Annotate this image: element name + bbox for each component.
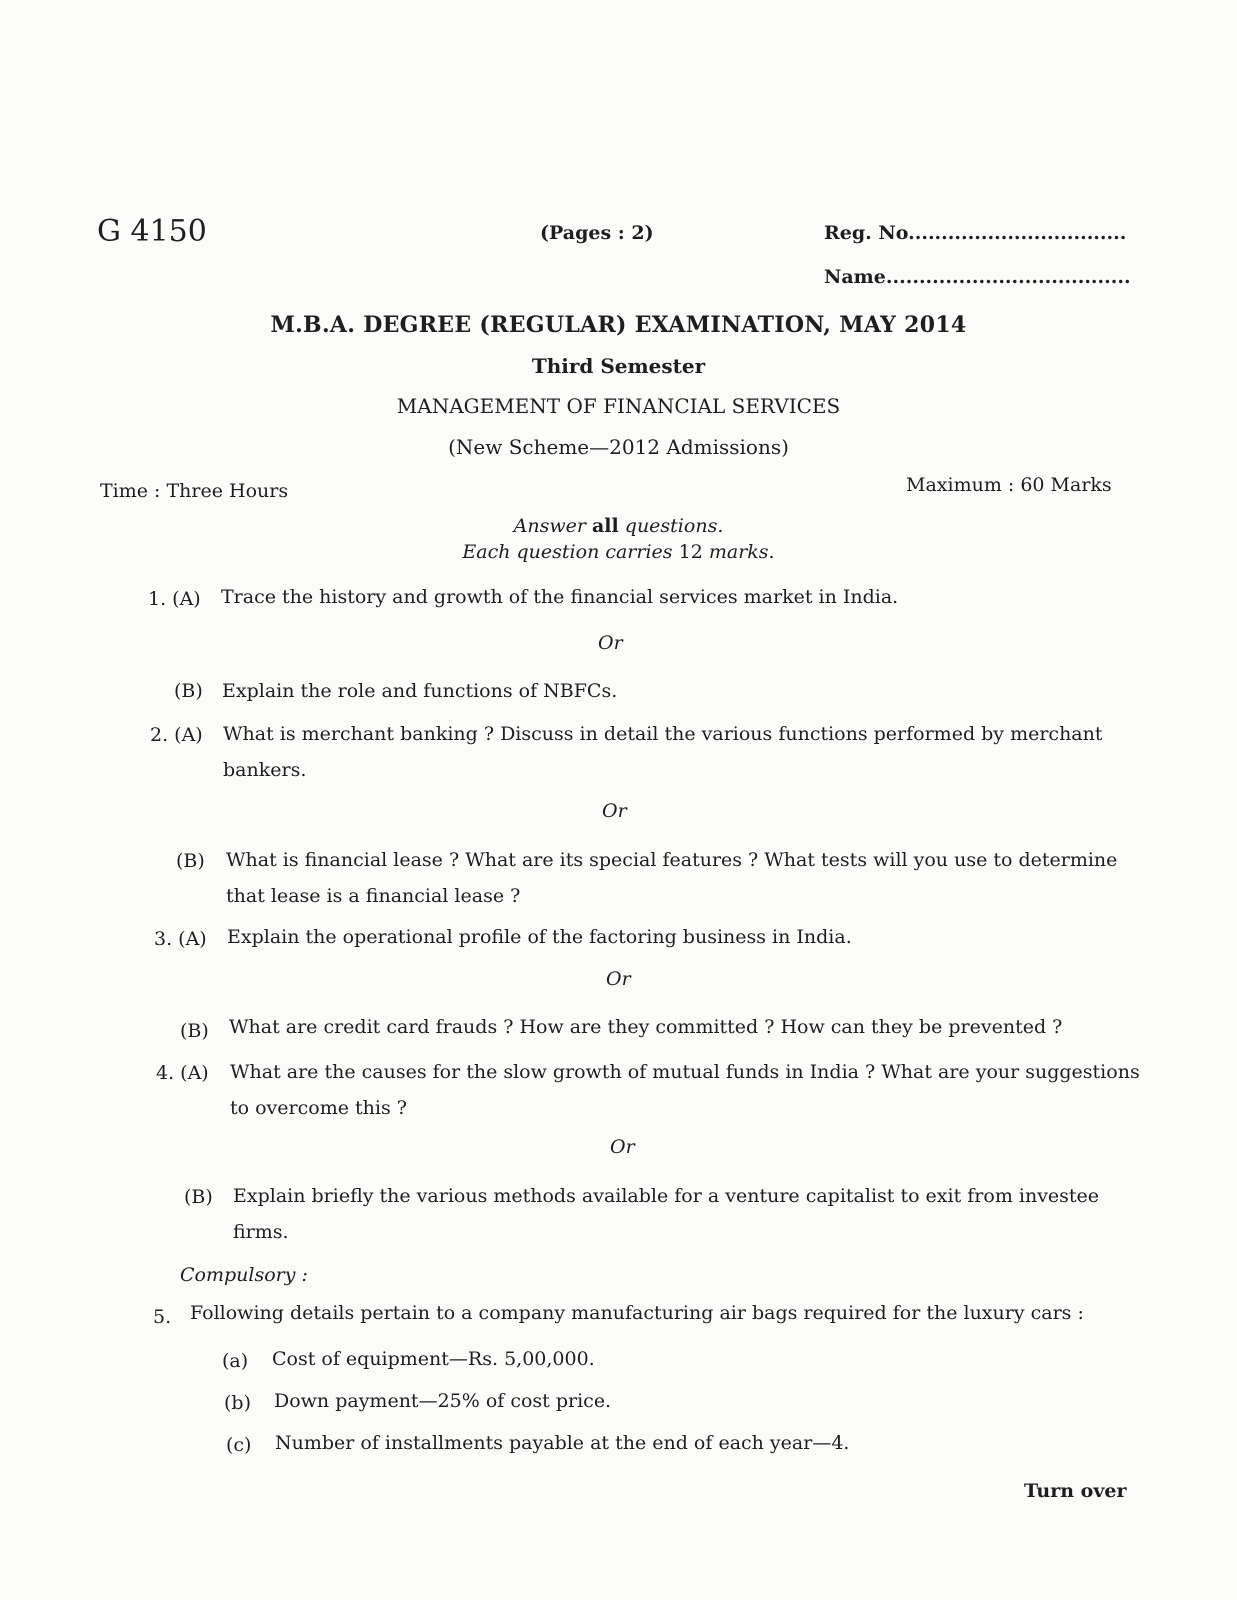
q4a-label: 4. (A) [156, 1062, 209, 1084]
instruction-2-pre: Each question carries [462, 541, 673, 563]
q4a-text: What are the causes for the slow growth of mutual funds in India ? What are your suggestions to overcome this ? [230, 1061, 1140, 1119]
q4b-text: Explain briefly the various methods available for a venture capitalist to exit from investee firms. [233, 1185, 1100, 1243]
scheme: (New Scheme—2012 Admissions) [448, 435, 789, 459]
or-1: Or [598, 632, 623, 654]
maximum-marks: Maximum : 60 Marks [906, 474, 1112, 496]
instruction-2-num: 12 [678, 541, 703, 563]
page-count: (Pages : 2) [540, 222, 654, 244]
semester: Third Semester [531, 354, 706, 378]
q5-label: 5. [153, 1306, 172, 1328]
q1b-label: (B) [174, 680, 203, 702]
q3a-text: Explain the operational profile of the factoring business in India. [227, 926, 852, 948]
q5c-text: Number of installments payable at the end of each year—4. [275, 1432, 850, 1454]
q5b-text: Down payment—25% of cost price. [274, 1390, 612, 1412]
q1a-text: Trace the history and growth of the financial services market in India. [221, 586, 899, 608]
instruction-1-pre: Answer [513, 515, 586, 537]
exam-title: M.B.A. DEGREE (REGULAR) EXAMINATION, MAY 2014 [270, 312, 967, 338]
instruction-2-post: marks. [708, 541, 775, 563]
q5c-label: (c) [226, 1434, 252, 1456]
q3b-label: (B) [180, 1020, 209, 1042]
instruction-1-post: questions. [624, 515, 724, 537]
or-3: Or [606, 968, 631, 990]
instruction-line-1 [0, 515, 1237, 537]
compulsory-heading: Compulsory : [180, 1264, 308, 1286]
instruction-line-2 [0, 541, 1237, 563]
q4b-label: (B) [184, 1186, 213, 1208]
q3a-label: 3. (A) [154, 928, 207, 950]
q2b-text: What is financial lease ? What are its special features ? What tests will you use to determine that lease is a financial lease ? [226, 849, 1118, 907]
q5a-label: (a) [222, 1350, 249, 1372]
subject-title: MANAGEMENT OF FINANCIAL SERVICES [396, 394, 841, 418]
turn-over: Turn over [1024, 1480, 1127, 1502]
q5b-label: (b) [224, 1392, 251, 1414]
q2b-label: (B) [176, 850, 205, 872]
q3b-text: What are credit card frauds ? How are they committed ? How can they be prevented ? [229, 1016, 1063, 1038]
instruction-1-bold: all [591, 515, 619, 537]
q2a-label: 2. (A) [150, 724, 203, 746]
q5-text: Following details pertain to a company manufacturing air bags required for the luxury cars : [190, 1302, 1084, 1324]
q5a-text: Cost of equipment—Rs. 5,00,000. [272, 1348, 595, 1370]
or-2: Or [602, 800, 627, 822]
q1a-label: 1. (A) [148, 588, 201, 610]
paper-code: G 4150 [97, 214, 207, 249]
name-field: Name..................................... [824, 266, 1131, 288]
reg-no-field: Reg. No................................. [824, 222, 1127, 244]
q1b-text: Explain the role and functions of NBFCs. [222, 680, 618, 702]
or-4: Or [610, 1136, 635, 1158]
q2a-text: What is merchant banking ? Discuss in detail the various functions performed by merchant bankers. [223, 723, 1103, 781]
time-allowed: Time : Three Hours [100, 480, 289, 502]
